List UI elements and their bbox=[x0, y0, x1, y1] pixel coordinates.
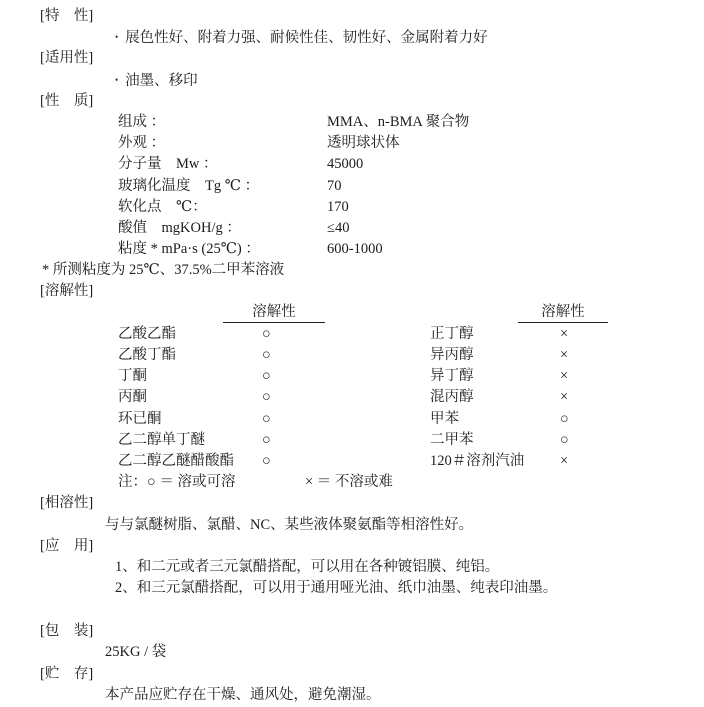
legend-soluble: 注：○ ＝ 溶或可溶 bbox=[118, 474, 236, 491]
solubility-row bbox=[0, 430, 704, 451]
section-header-packaging: [包 装] bbox=[40, 623, 94, 640]
solubility-row bbox=[0, 451, 704, 472]
section-header-solubility: [溶解性] bbox=[40, 283, 94, 300]
storage-text: 本产品应贮存在干燥、通风处，避免潮湿。 bbox=[105, 686, 381, 703]
property-label: 组成 ： bbox=[118, 113, 166, 130]
compatibility-text: 与与氯醚树脂、氯醋、NC、某些液体聚氨酯等相溶性好。 bbox=[105, 516, 474, 533]
property-value: ≤40 bbox=[327, 219, 350, 236]
property-value: MMA、n-BMA 聚合物 bbox=[327, 113, 470, 130]
solubility-column-header-left: 溶解性 bbox=[223, 303, 325, 323]
section-header-applicability: [适用性] bbox=[40, 50, 94, 67]
solubility-mark: ○ bbox=[262, 368, 271, 385]
solvent-name: 乙二醇单丁醚 bbox=[118, 431, 205, 448]
solvent-name: 丁酮 bbox=[118, 368, 147, 385]
bullet-icon: • bbox=[115, 74, 119, 85]
property-label: 玻璃化温度 Tg ℃ ： bbox=[118, 177, 260, 194]
solvent-name: 甲苯 bbox=[430, 410, 459, 427]
section-header-compatibility: [相溶性] bbox=[40, 495, 94, 512]
solubility-mark: × bbox=[560, 325, 569, 342]
application-item: 1、和二元或者三元氯醋搭配，可以用在各种镀铝膜、纯铝。 bbox=[115, 558, 500, 575]
solubility-row bbox=[0, 324, 704, 345]
solvent-name: 异丙醇 bbox=[430, 347, 474, 363]
property-label: 粘度 * mPa·s (25℃) ： bbox=[118, 241, 260, 258]
solubility-mark: ○ bbox=[262, 410, 271, 427]
solvent-name: 混丙醇 bbox=[430, 389, 474, 406]
solubility-mark: × bbox=[560, 347, 569, 363]
property-row bbox=[118, 154, 704, 175]
property-row bbox=[118, 218, 704, 239]
bullet-icon: • bbox=[115, 32, 119, 43]
solubility-row bbox=[0, 366, 704, 387]
packaging-text: 25KG / 袋 bbox=[105, 644, 167, 661]
section-header-application: [应 用] bbox=[40, 537, 94, 554]
solvent-name: 异丁醇 bbox=[430, 368, 474, 385]
solubility-column-headers bbox=[0, 303, 704, 324]
property-value: 透明球状体 bbox=[327, 135, 400, 152]
property-label: 分子量 Mw ： bbox=[118, 156, 218, 173]
solubility-mark: ○ bbox=[262, 431, 271, 448]
solubility-legend bbox=[118, 472, 704, 493]
solubility-row bbox=[0, 345, 704, 366]
property-value: 45000 bbox=[327, 156, 364, 173]
legend-insoluble: × ＝ 不溶或难 bbox=[305, 474, 393, 491]
applicability-item bbox=[115, 70, 704, 91]
solvent-name: 正丁醇 bbox=[430, 325, 474, 342]
viscosity-footnote: * 所测粘度为 25℃、37.5%二甲苯溶液 bbox=[42, 262, 285, 279]
characteristics-text: 展色性好、附着力强、耐候性佳、韧性好、金属附着力好 bbox=[125, 30, 488, 47]
solvent-name: 120＃溶剂汽油 bbox=[430, 452, 525, 469]
solubility-mark: ○ bbox=[262, 452, 271, 469]
application-item: 2、和三元氯醋搭配，可以用于通用哑光油、纸巾油墨、纯表印油墨。 bbox=[115, 580, 558, 597]
solvent-name: 乙二醇乙醚醋酸酯 bbox=[118, 452, 234, 469]
solvent-name: 乙酸丁酯 bbox=[118, 347, 176, 363]
solvent-name: 丙酮 bbox=[118, 389, 147, 406]
solubility-row bbox=[0, 409, 704, 430]
section-header-storage: [贮 存] bbox=[40, 665, 94, 682]
solubility-mark: × bbox=[560, 389, 569, 406]
solubility-mark: ○ bbox=[560, 410, 569, 427]
applicability-text: 油墨、移印 bbox=[125, 72, 198, 89]
solvent-name: 环已酮 bbox=[118, 410, 162, 427]
solubility-mark: × bbox=[560, 368, 569, 385]
solvent-name: 乙酸乙酯 bbox=[118, 325, 176, 342]
property-value: 170 bbox=[327, 198, 349, 215]
solubility-mark: ○ bbox=[262, 347, 271, 363]
section-header-characteristics: [特 性] bbox=[40, 8, 94, 24]
property-row bbox=[118, 112, 704, 133]
solubility-column-header-right: 溶解性 bbox=[518, 303, 608, 323]
section-header-properties: [性 质] bbox=[40, 92, 94, 109]
property-label: 软化点 ℃： bbox=[118, 198, 207, 215]
property-label: 外观 ： bbox=[118, 135, 166, 152]
property-label: 酸值 mgKOH/g ： bbox=[118, 219, 241, 236]
property-row bbox=[118, 176, 704, 197]
solubility-mark: ○ bbox=[560, 431, 569, 448]
solubility-row bbox=[0, 387, 704, 408]
property-value: 600-1000 bbox=[327, 241, 383, 258]
solvent-name: 二甲苯 bbox=[430, 431, 474, 448]
characteristics-item bbox=[115, 27, 704, 48]
solubility-mark: ○ bbox=[262, 389, 271, 406]
solubility-mark: × bbox=[560, 452, 569, 469]
property-row bbox=[118, 133, 704, 154]
property-row bbox=[118, 239, 704, 260]
property-value: 70 bbox=[327, 177, 342, 194]
solubility-mark: ○ bbox=[262, 325, 271, 342]
property-row bbox=[118, 197, 704, 218]
